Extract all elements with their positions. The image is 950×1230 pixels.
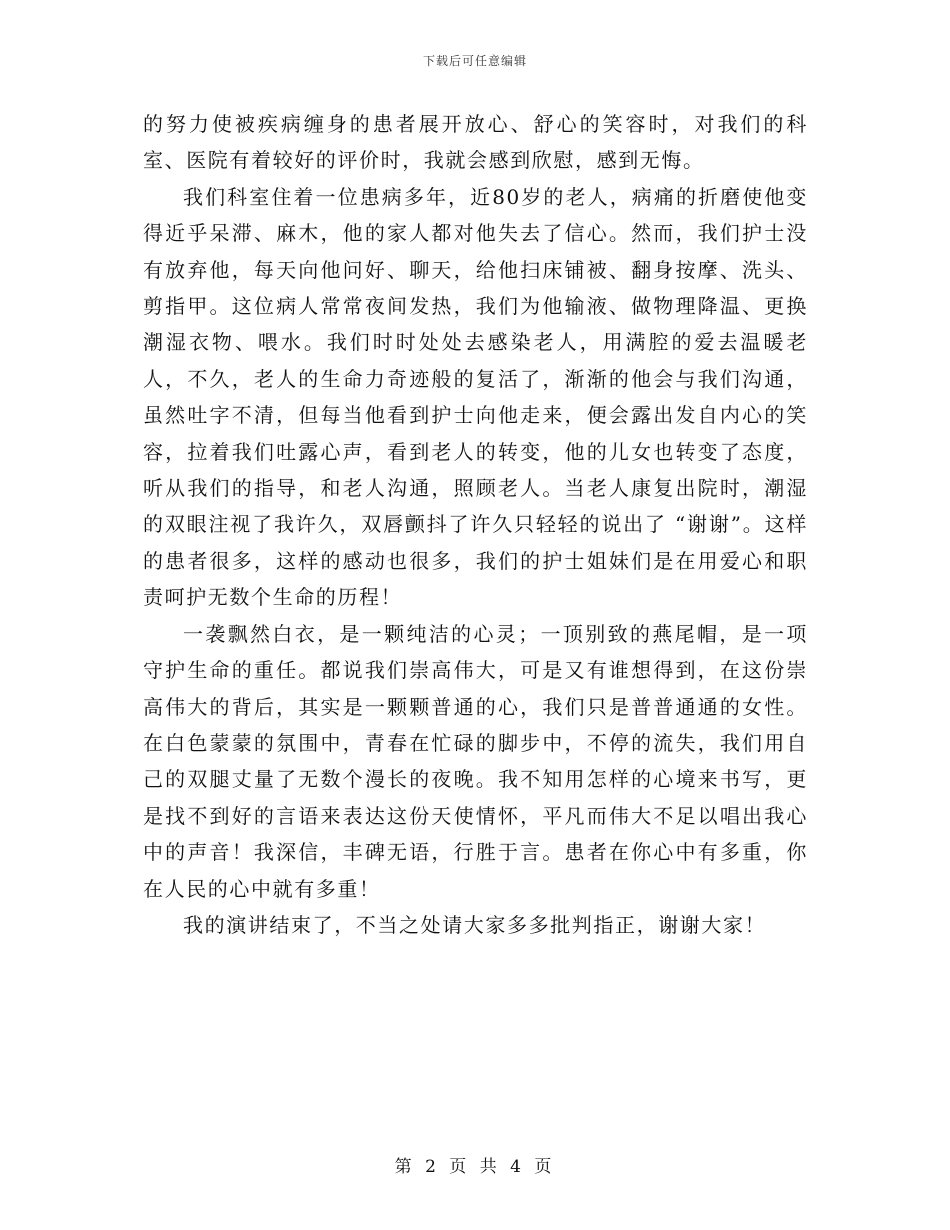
page-header-note: 下载后可任意编辑 — [422, 54, 527, 68]
page-number-footer: 第 2 页 共 4 页 — [394, 1157, 556, 1177]
paragraph-elderly-patient-story: 我们科室住着一位患病多年，近80岁的老人，病痛的折磨使他变得近乎呆滞、麻木，他的家人都对他失去了信心。然而，我们护士没有放弃他，每天向他问好、聊天，给他扫床铺被、翻身按摩、洗头、剪指甲。这位病人常常夜间发热，我们为他输液、做物理降温、更换潮湿衣物、喂水。我们时时处处去感染老人，用满腔的爱去温暖老人，不久，老人的生命力奇迹般的复活了，渐渐的他会与我们沟通，虽然吐字不清，但每当他看到护士向他走来，便会露出发自内心的笑容，拉着我们吐露心声，看到老人的转变，他的儿女也转变了态度，听从我们的指导，和老人沟通，照顾老人。当老人康复出院时，潮湿的双眼注视了我许久，双唇颤抖了许久只轻轻的说出了 “谢谢”。这样的患者很多，这样的感动也很多，我们的护士姐妹们是在用爱心和职责呵护无数个生命的历程！ — [143, 184, 808, 610]
paragraph-white-uniform: 一袭飘然白衣，是一颗纯洁的心灵；一顶别致的燕尾帽，是一项守护生命的重任。都说我们崇高伟大，可是又有谁想得到，在这份崇高伟大的背后，其实是一颗颗普通的心，我们只是普普通通的女性。在白色蒙蒙的氛围中，青春在忙碌的脚步中，不停的流失，我们用自己的双腿丈量了无数个漫长的夜晚。我不知用怎样的心境来书写，更是找不到好的言语来表达这份天使情怀，平凡而伟大不足以唱出我心中的声音！我深信，丰碑无语，行胜于言。患者在你心中有多重，你在人民的心中就有多重！ — [143, 621, 808, 901]
paragraph-closing: 我的演讲结束了，不当之处请大家多多批判指正，谢谢大家！ — [183, 912, 767, 937]
document-body — [143, 106, 808, 943]
paragraph-continuation: 的努力使被疾病缠身的患者展开放心、舒心的笑容时，对我们的科室、医院有着较好的评价时，我就会感到欣慰，感到无悔。 — [143, 112, 808, 173]
